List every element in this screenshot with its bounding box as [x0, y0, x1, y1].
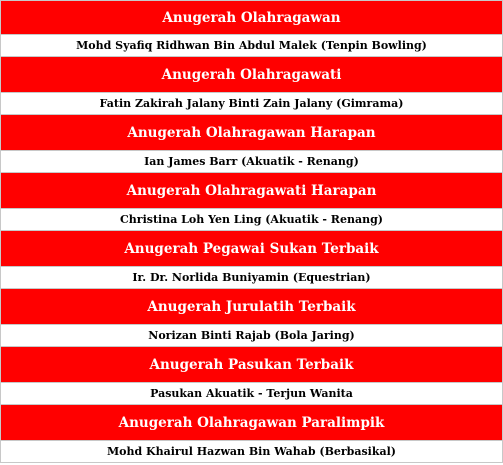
award-winner-row [1, 383, 503, 405]
award-title: Anugerah Olahragawan Harapan [1, 115, 503, 151]
award-winner: Ir. Dr. Norlida Buniyamin (Equestrian) [1, 267, 503, 289]
award-winner-row [1, 93, 503, 115]
award-winner: Ian James Barr (Akuatik - Renang) [1, 151, 503, 173]
award-winner-row [1, 209, 503, 231]
award-winner: Mohd Khairul Hazwan Bin Wahab (Berbasikal) [1, 441, 503, 463]
award-title: Anugerah Olahragawan Paralimpik [1, 405, 503, 441]
award-winner: Pasukan Akuatik - Terjun Wanita [1, 383, 503, 405]
award-title: Anugerah Pasukan Terbaik [1, 347, 503, 383]
award-header-row [1, 289, 503, 325]
award-title: Anugerah Olahragawan [1, 1, 503, 35]
award-winner: Mohd Syafiq Ridhwan Bin Abdul Malek (Tenpin Bowling) [1, 35, 503, 57]
award-header-row [1, 231, 503, 267]
award-title: Anugerah Olahragawati [1, 57, 503, 93]
award-header-row [1, 1, 503, 35]
award-winner-row [1, 151, 503, 173]
award-winner-row [1, 325, 503, 347]
award-header-row [1, 115, 503, 151]
award-header-row [1, 347, 503, 383]
award-winner-row [1, 441, 503, 463]
award-winner-row [1, 267, 503, 289]
award-winner: Norizan Binti Rajab (Bola Jaring) [1, 325, 503, 347]
award-title: Anugerah Olahragawati Harapan [1, 173, 503, 209]
award-header-row [1, 405, 503, 441]
award-header-row [1, 57, 503, 93]
award-winner-row [1, 35, 503, 57]
award-winner: Fatin Zakirah Jalany Binti Zain Jalany (Gimrama) [1, 93, 503, 115]
award-header-row [1, 173, 503, 209]
award-title: Anugerah Pegawai Sukan Terbaik [1, 231, 503, 267]
award-winner: Christina Loh Yen Ling (Akuatik - Renang) [1, 209, 503, 231]
award-title: Anugerah Jurulatih Terbaik [1, 289, 503, 325]
